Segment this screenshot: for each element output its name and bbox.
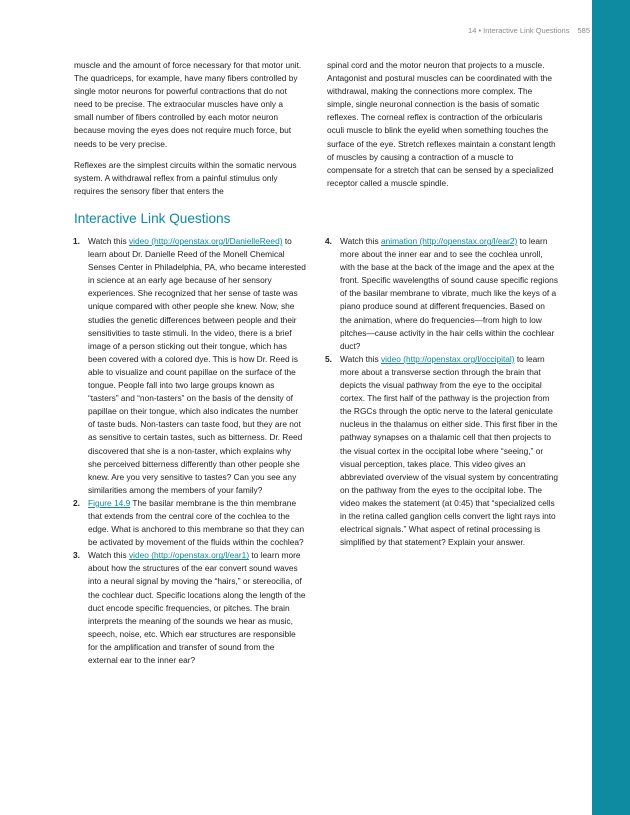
question-number: 4. — [325, 236, 332, 246]
page-edge-color-band — [592, 0, 630, 815]
running-head — [400, 26, 590, 35]
figure-link[interactable]: Figure 14.9 — [88, 497, 131, 508]
question-link[interactable]: video (http://openstax.org/l/occipital) — [380, 353, 515, 364]
question-number: 5. — [325, 353, 332, 364]
intro-paragraph: muscle and the amount of force necessary for that motor unit. The quadriceps, for example, have many fibers controlled by single motor neurons for powerful contractions that do not need to be precise. The extraocular muscles have only a small number of fibers controlled by each motor neuron because moving the eyes does not require much force, but needs to be very precise. — [74, 60, 302, 149]
page-number: 585 — [577, 26, 590, 35]
question-item — [73, 497, 306, 549]
question-lead: Watch this — [340, 236, 381, 246]
section-title: Interactive Link Questions — [74, 211, 231, 226]
question-text: to learn more about how the structures of the ear convert sound waves into a neural signal by moving the “hairs,” or stereocilia, of the cochlear duct. Specific locations along the length of the duct encode specific frequencies, or pitches. The brain interprets the meaning of the sounds we hear as music, speech, noise, etc. Which ear structures are responsible for the amplification and transfer of sound from the external ear to the inner ear? — [88, 550, 306, 665]
intro-left-column — [74, 59, 304, 206]
intro-right-column — [327, 59, 557, 198]
question-text: The basilar membrane is the thin membrane that extends from the central core of the cochlea to the edge. What is anchored to this membrane so that they can be activated by movement of the fluids within the cochlea? — [88, 497, 305, 548]
question-item — [73, 549, 306, 667]
intro-paragraph: Reflexes are the simplest circuits within the somatic nervous system. A withdrawal reflex from a painful stimulus only requires the sensory fiber that enters the — [74, 159, 297, 196]
question-item — [73, 235, 306, 497]
question-text: to learn more about the inner ear and to see the cochlea unroll, with the base at the back of the image and the apex at the front. Specific wavelengths of sound cause specific regions of the basilar membrane to vibrate, much like the keys of a piano produce sound at different frequencies. Based on the animation, where do frequencies—from high to low pitches—cause activity in the hair cells within the cochlear duct? — [340, 236, 558, 351]
question-link[interactable]: video (http://openstax.org/l/DanielleReed) — [128, 236, 283, 246]
question-lead: Watch this — [88, 550, 129, 561]
intro-paragraph: spinal cord and the motor neuron that projects to a muscle. Antagonist and postural muscles can be coordinated with the withdrawal, making the connections more complex. The simple, single neuronal connection is the basis of somatic reflexes. The corneal reflex is contraction of the orbicularis oculi muscle to blink the eyelid when something touches the surface of the eye. Stretch reflexes maintain a constant length of muscles by causing a contraction of a muscle to compensate for a stretch that can be sensed by a specialized receptor called a muscle spindle. — [327, 60, 556, 188]
chapter-label: 14 • Interactive Link Questions — [468, 26, 570, 35]
question-list-left — [73, 235, 306, 667]
question-number: 3. — [73, 550, 80, 561]
question-link[interactable]: video (http://openstax.org/l/ear1) — [128, 550, 250, 561]
question-lead: Watch this — [340, 353, 381, 364]
question-number: 1. — [73, 236, 80, 246]
question-text: to learn about Dr. Danielle Reed of the Monell Chemical Senses Center in Philadelphia, PA, who became interested in science at an early age because of her sensory experiences. She recognized that her sense of taste was unique compared with other people she knew. Now, she studies the genetic differences between people and their sensitivities to taste stimuli. In the video, there is a brief image of a person sticking out their tongue, which has been covered with a colored dye. This is how Dr. Reed is able to visualize and count papillae on the surface of the tongue. People fall into two large groups known as “tasters” and “non-tasters” on the basis of the density of papillae on their tongue, which also indicates the number of taste buds. Non-tasters can taste food, but they are not as sensitive to certain tastes, such as bitterness. Dr. Reed discovered that she is a non-taster, which explains why she perceived bitterness differently than other people she knew. Are you very sensitive to tastes? Can you see any similarities among the members of your family? — [88, 236, 306, 495]
question-number: 2. — [73, 497, 80, 508]
question-list-right — [325, 235, 558, 549]
question-lead: Watch this — [88, 236, 129, 246]
question-item — [325, 235, 558, 353]
question-link[interactable]: animation (http://openstax.org/l/ear2) — [380, 236, 518, 246]
question-item — [325, 353, 558, 549]
question-text: to learn more about a transverse section through the brain that depicts the visual pathway from the eye to the occipital cortex. The first half of the pathway is the projection from the RGCs through the optic nerve to the lateral geniculate nucleus in the thalamus on either side. This first fiber in the pathway synapses on a thalamic cell that then projects to the visual cortex in the occipital lobe where “seeing,” or visual perception, takes place. This video gives an abbreviated overview of the visual system by concentrating on the pathway from the eyes to the occipital lobe. The video makes the statement (at 0:45) that “specialized cells in the retina called ganglion cells convert the light rays into electrical signals.” What aspect of retinal processing is simplified by that statement? Explain your answer. — [340, 353, 558, 548]
